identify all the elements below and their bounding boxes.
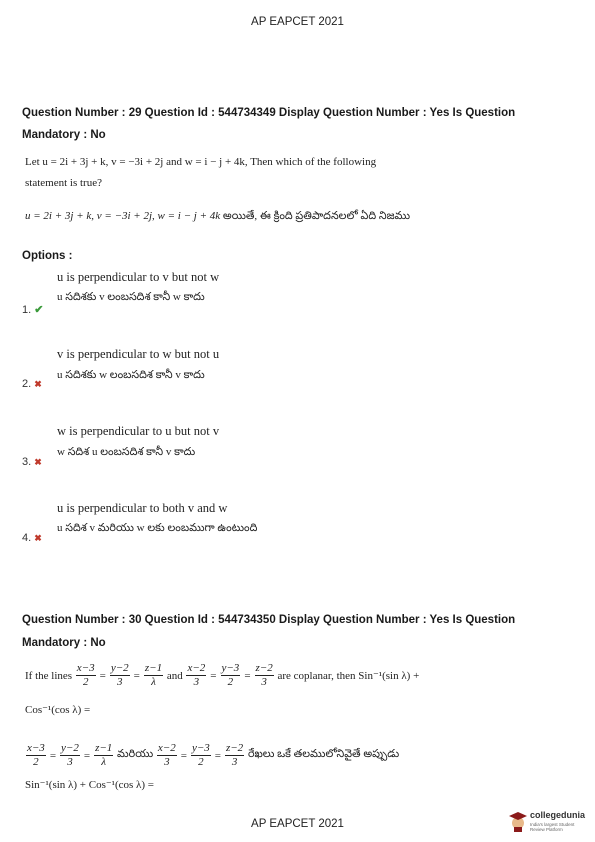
fraction: $\frac{z-2}{3}$ xyxy=(225,742,244,768)
q29-option-3-text[interactable]: w is perpendicular to u but not v xyxy=(57,424,220,438)
fraction: $\frac{y-3}{2}$ xyxy=(191,742,210,768)
fraction: $\frac{x-2}{3}$ xyxy=(157,742,176,768)
q29-option-4-number: 4. ✖ xyxy=(22,532,42,544)
fraction: $\frac{y-3}{2}$ xyxy=(221,662,240,688)
page-footer: AP EAPCET 2021 xyxy=(251,818,344,830)
fraction: $\frac{x-2}{3}$ xyxy=(187,662,206,688)
fraction: $\frac{x-3}{2}$ xyxy=(76,662,95,688)
correct-check-icon: ✔ xyxy=(34,304,44,316)
wrong-cross-icon: ✖ xyxy=(34,457,42,467)
q29-mandatory: Mandatory : No xyxy=(22,129,106,141)
q29-option-2-text[interactable]: v is perpendicular to w but not u xyxy=(57,347,220,361)
wrong-cross-icon: ✖ xyxy=(34,533,42,543)
collegedunia-logo xyxy=(508,808,588,834)
q29-option-3-telugu: w సదిశ u లంబసదిశ కానీ v కాదు xyxy=(57,446,196,458)
q29-stem-te-text: అయితే, ఈ క్రింది ప్రతిపాదనలలో ఏది నిజము xyxy=(220,210,411,222)
wrong-cross-icon: ✖ xyxy=(34,379,42,389)
q29-stem-te-math: u = 2i + 3j + k, v = −3i + 2j, w = i − j + 4k xyxy=(25,210,221,222)
q30-stem-telugu-line1: $\frac{x-3}{2}$ = $\frac{y-2}{3}$ = $\frac{z-1}{\lambda}$ మరియు $\frac{x-2}{3}$ = $\frac{y-3}{2}$ = $\frac{z-2}{3}$ రేఖలు ఒకే తలములోనివైతే అప్పుడు xyxy=(27,742,400,768)
q29-option-2-telugu: u సదిశకు w లంబసదిశ కానీ v కాదు xyxy=(57,369,205,381)
q29-option-4-telugu: u సదిశ v మరియు w లకు లంబముగా ఉంటుంది xyxy=(57,522,258,534)
q29-option-1-text[interactable]: u is perpendicular to v but not w xyxy=(57,270,220,284)
q30-mandatory: Mandatory : No xyxy=(22,637,106,649)
q29-option-1-telugu: u సదిశకు v లంబసదిశ కానీ w కాదు xyxy=(57,291,205,303)
q30-stem-telugu-line2: Sin⁻¹(sin λ) + Cos⁻¹(cos λ) = xyxy=(25,779,154,791)
q29-option-3-number: 3. ✖ xyxy=(22,456,42,468)
fraction: $\frac{y-2}{3}$ xyxy=(61,742,79,768)
logo-text: collegedunia xyxy=(530,810,586,820)
logo-subtitle: India's largest Student Review Platform xyxy=(530,822,575,832)
q30-stem-line1: If the lines $\frac{x-3}{2}$ = $\frac{y-2}{3}$ = $\frac{z-1}{\lambda}$ and $\frac{x-2}{3}$ = $\frac{y-3}{2}$ = $\frac{z-2}{3}$ are coplanar, then Sin⁻¹(sin λ) + xyxy=(25,662,420,688)
q29-options-label: Options : xyxy=(22,250,73,262)
q29-stem-line2: statement is true? xyxy=(25,177,102,189)
graduate-cap-icon xyxy=(508,809,528,833)
q29-option-2-number: 2. ✖ xyxy=(22,378,42,390)
q30-stem-line2: Cos⁻¹(cos λ) = xyxy=(25,704,91,716)
fraction: $\frac{x-3}{2}$ xyxy=(27,742,45,768)
q29-option-4-text[interactable]: u is perpendicular to both v and w xyxy=(57,501,228,515)
q29-heading: Question Number : 29 Question Id : 544734349 Display Question Number : Yes Is Question xyxy=(22,107,516,119)
fraction: $\frac{y-2}{3}$ xyxy=(110,662,129,688)
q30-heading: Question Number : 30 Question Id : 544734350 Display Question Number : Yes Is Question xyxy=(22,614,516,626)
q29-stem-line1: Let u = 2i + 3j + k, v = −3i + 2j and w = i − j + 4k, Then which of the following xyxy=(25,156,377,168)
q29-option-1-number: 1. ✔ xyxy=(22,304,44,316)
fraction: $\frac{z-1}{\lambda}$ xyxy=(144,662,163,688)
fraction: $\frac{z-1}{\lambda}$ xyxy=(95,742,113,768)
page-header: AP EAPCET 2021 xyxy=(251,16,344,28)
q29-stem-telugu xyxy=(25,210,410,225)
fraction: $\frac{z-2}{3}$ xyxy=(255,662,273,688)
